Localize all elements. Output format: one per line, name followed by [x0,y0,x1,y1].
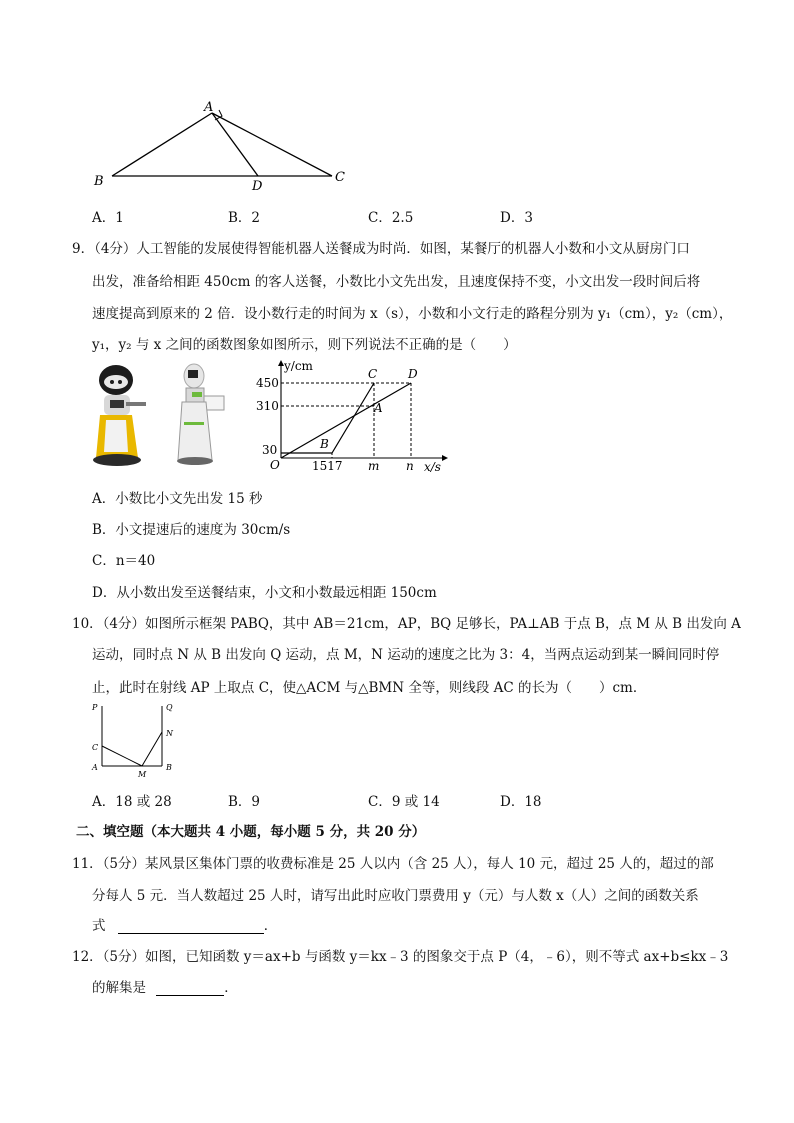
q11-prefix: 式 [92,918,106,934]
q8-option-a: A．1 [92,210,124,226]
tick-n: n [406,459,414,473]
q8-option-b: B．2 [228,210,261,226]
q9-option-b: B．小文提速后的速度为 30cm/s [92,522,291,538]
frame-C: C [92,743,99,752]
section-heading: 二、填空题（本大题共 4 小题，每小题 5 分，共 20 分） [76,824,426,840]
q10-option-d: D．18 [500,794,542,810]
q11-line-2: 分每人 5 元．当人数超过 25 人时，请写出此时应收门票费用 y（元）与人数 x（人）之间的函数关系 [92,888,699,904]
frame-P: P [92,703,98,712]
origin-label: O [270,458,280,472]
robot-xiaoshu-image [90,362,148,470]
tick-30: 30 [262,443,278,457]
q10-option-b: B．9 [228,794,261,810]
tick-1517: 1517 [312,459,343,473]
q11-line-3 [92,914,277,934]
q12-line-2 [92,976,238,996]
frame-A: A [92,763,98,772]
point-C-label: C [368,367,378,381]
label-B: B [94,174,104,189]
label-C: C [335,170,345,185]
point-B-label: B [320,437,329,451]
q9-line-2: 出发，准备给相距 450cm 的客人送餐，小数比小文先出发，且速度保持不变，小文出发一段时间后将 [92,274,701,290]
function-graph [252,358,452,474]
q8-option-d: D．3 [500,210,533,226]
q12-suffix: ． [224,980,238,996]
tick-310: 310 [256,399,279,413]
frame-figure [90,700,180,780]
q11-line-1: 11．（5分）某风景区集体门票的收费标准是 25 人以内（含 25 人），每人 10 元，超过 25 人的，超过的部 [72,856,714,872]
q12-line-1: 12．（5分）如图，已知函数 y＝ax+b 与函数 y＝kx﹣3 的图象交于点 P（4，﹣6），则不等式 ax+b≤kx﹣3 [72,949,729,965]
frame-M: M [138,770,147,779]
q9-line-4: y₁，y₂ 与 x 之间的函数图象如图所示，则下列说法不正确的是（ ） [92,337,517,353]
q8-option-c: C．2.5 [368,210,414,226]
tick-450: 450 [256,376,279,390]
label-A: A [204,100,214,115]
q10-line-1: 10．（4分）如图所示框架 PABQ，其中 AB＝21cm，AP，BQ 足够长，PA⊥AB 于点 B，点 M 从 B 出发向 A [72,616,741,632]
q10-option-a: A．18 或 28 [92,794,172,810]
q11-suffix: ． [263,918,278,934]
robot-xiaowen-image [170,362,232,470]
triangle-figure [88,96,358,192]
q9-option-d: D．从小数出发至送餐结束，小文和小数最远相距 150cm [92,585,437,601]
q12-answer-blank[interactable] [156,995,224,996]
point-D-label: D [408,367,418,381]
frame-N: N [166,729,173,738]
point-A-label: A [374,401,383,415]
graph-xlabel: x/s [424,460,441,474]
q9-option-c: C．n＝40 [92,553,156,569]
q9-line-1: 9．（4分）人工智能的发展使得智能机器人送餐成为时尚．如图，某餐厅的机器人小数和小文从厨房门口 [72,241,690,257]
q11-answer-blank[interactable] [118,933,264,934]
label-D: D [252,179,263,192]
frame-Q: Q [166,703,173,712]
q12-prefix: 的解集是 [92,980,146,996]
frame-B: B [166,763,172,772]
tick-m: m [368,459,380,473]
q10-option-c: C．9 或 14 [368,794,440,810]
q10-line-3: 止，此时在射线 AP 上取点 C，使△ACM 与△BMN 全等，则线段 AC 的长为（ ）cm． [92,680,647,696]
q9-option-a: A．小数比小文先出发 15 秒 [92,491,263,507]
q9-line-3: 速度提高到原来的 2 倍．设小数行走的时间为 x（s），小数和小文行走的路程分别为 y₁（cm），y₂（cm）， [92,306,733,322]
q10-line-2: 运动，同时点 N 从 B 出发向 Q 运动，点 M，N 运动的速度之比为 3：4，当两点运动到某一瞬间同时停 [92,647,720,663]
graph-ylabel: y/cm [284,359,313,373]
